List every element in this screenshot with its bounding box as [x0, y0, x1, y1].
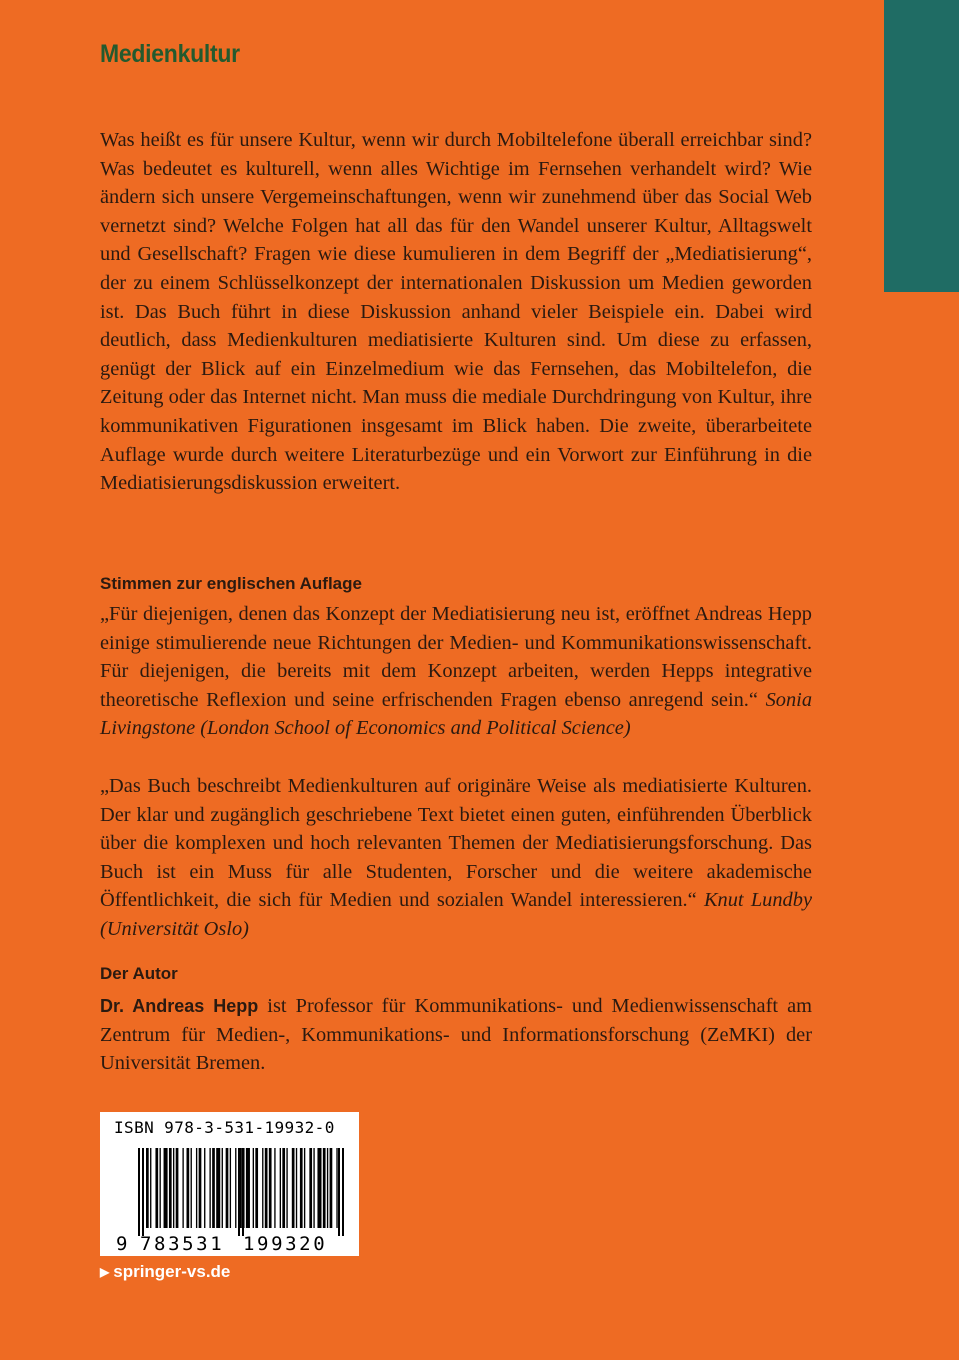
- barcode-bar: [255, 1148, 258, 1228]
- barcode-bar: [317, 1148, 321, 1228]
- barcode-bar: [265, 1148, 268, 1228]
- barcode-guard: [342, 1148, 344, 1236]
- publisher-link[interactable]: [100, 1262, 230, 1282]
- publisher-url: springer-vs.de: [113, 1262, 231, 1281]
- barcode-bar: [209, 1148, 210, 1228]
- barcode-bar: [253, 1148, 254, 1228]
- quote-attribution: Sonia Livingstone (London School of Economics and Political Science): [100, 688, 813, 740]
- barcode-bar: [323, 1148, 326, 1228]
- barcode-bar: [313, 1148, 314, 1228]
- quote-lundby: [100, 772, 812, 944]
- author-heading: Der Autor: [100, 964, 178, 983]
- barcode-bar: [336, 1148, 337, 1228]
- quote-attribution: Knut Lundby (Universität Oslo): [100, 889, 812, 940]
- barcode-bar: [191, 1148, 192, 1228]
- voices-heading: Stimmen zur englischen Auflage: [100, 574, 362, 593]
- barcode-bar: [304, 1148, 305, 1228]
- barcode-bar: [199, 1148, 202, 1228]
- barcode-bar: [246, 1148, 250, 1228]
- author-bio-text: ist Professor für Kommunikations- und Medienwissenschaft am Zentrum für Medien-, Kommunikations- und Informationsforschung (ZeMKI) der Universität Bremen.: [100, 995, 812, 1075]
- barcode-bar: [300, 1148, 303, 1228]
- barcode-bar: [226, 1148, 229, 1228]
- barcode-bar: [286, 1148, 287, 1228]
- author-bio: [100, 992, 812, 1078]
- quote-livingstone: [100, 600, 812, 743]
- barcode-bar: [330, 1148, 333, 1228]
- barcode-bar: [212, 1148, 215, 1228]
- play-arrow-icon: ▶: [100, 1265, 110, 1279]
- barcode-bar: [235, 1148, 236, 1228]
- barcode-bar: [230, 1148, 231, 1228]
- barcode-bar: [216, 1148, 220, 1228]
- barcode-bar: [182, 1148, 183, 1228]
- barcode-bar: [173, 1148, 174, 1228]
- barcode-guard: [338, 1148, 340, 1236]
- barcode-graphic: [100, 1112, 359, 1256]
- barcode-bar: [196, 1148, 197, 1228]
- barcode-digits-left: 783531: [140, 1233, 225, 1255]
- barcode-bar: [280, 1148, 281, 1228]
- barcode-digit-lead: 9: [116, 1233, 128, 1255]
- barcode-digits-right: 199320: [243, 1233, 328, 1255]
- barcode-bar: [222, 1148, 223, 1228]
- barcode-guard: [242, 1148, 244, 1236]
- isbn-barcode: [100, 1112, 359, 1256]
- barcode-bar: [169, 1148, 172, 1228]
- quote-text: „Das Buch beschreibt Medienkulturen auf originäre Weise als mediatisierte Kulturen. Der klar und zugänglich geschriebene Text bietet einen guten, einführenden Überblick über die komplexen und hoch relevanten Themen der Mediatisierungsforschung. Das Buch ist ein Muss für alle Studenten, Forscher und die weitere akademische Öffentlichkeit, die sich für Medien und sozialen Wandel interessieren.“: [100, 775, 812, 912]
- barcode-guard: [142, 1148, 144, 1236]
- barcode-bar: [146, 1148, 149, 1228]
- barcode-bar: [274, 1148, 275, 1228]
- barcode-bar: [176, 1148, 179, 1228]
- barcode-bar: [187, 1148, 190, 1228]
- quote-text: „Für diejenigen, denen das Konzept der Mediatisierung neu ist, eröffnet Andreas Hepp einige stimulierende neue Richtungen der Medien- und Kommunikationswissenschaft. Für diejenigen, die bereits mit dem Konzept arbeiten, werden Hepps integrative theoretische Reflexion und seine erfrischenden Fragen ebenso anregend sein.“: [100, 603, 812, 711]
- barcode-bar: [262, 1148, 263, 1228]
- barcode-guard: [238, 1148, 240, 1236]
- barcode-bar: [164, 1148, 168, 1228]
- barcode-bar: [204, 1148, 205, 1228]
- intro-paragraph: Was heißt es für unsere Kultur, wenn wir durch Mobiltelefone überall erreichbar sind? Was bedeutet es kulturell, wenn alles Wichtige im Fernsehen verhandelt wird? Wie ändern sich unsere Vergemeinschaftungen, wenn wir zunehmend über das Social Web vernetzt sind? Welche Folgen hat all das für den Wandel unserer Kultur, Alltagswelt und Gesellschaft? Fragen wie diese kumulieren in dem Begriff der „Mediatisierung“, der zu einem Schlüsselkonzept der internationalen Diskussion um Medien geworden ist. Das Buch führt in diese Diskussion anhand vieler Beispiele ein. Dabei wird deutlich, dass Medienkulturen mediatisierte Kulturen sind. Um diese zu erfassen, genügt der Blick auf ein Einzelmedium wie das Fernsehen, das Mobiltelefon, die Zeitung oder das Internet nicht. Man muss die mediale Durchdringung von Kultur, ihre kommunikativen Figurationen insgesamt im Blick haben. Die zweite, überarbeitete Auflage wurde durch weitere Literaturbezüge und ein Vorwort zur Einführung in die Mediatisierungsdiskussion erweitert.: [100, 129, 812, 495]
- barcode-bar: [160, 1148, 161, 1228]
- barcode-bar: [309, 1148, 312, 1228]
- teal-side-band: [884, 0, 959, 292]
- barcode-bar: [155, 1148, 158, 1228]
- barcode-bar: [327, 1148, 328, 1228]
- barcode-guard: [138, 1148, 140, 1236]
- barcode-bar: [282, 1148, 285, 1228]
- barcode-bar: [296, 1148, 297, 1228]
- barcode-bars: [138, 1148, 344, 1236]
- barcode-bar: [269, 1148, 272, 1228]
- barcode-bar: [292, 1148, 295, 1228]
- author-name: Dr. Andreas Hepp: [100, 996, 259, 1016]
- isbn-label: ISBN 978-3-531-19932-0: [114, 1118, 335, 1137]
- book-title: Medienkultur: [100, 40, 240, 68]
- barcode-bar: [150, 1148, 151, 1228]
